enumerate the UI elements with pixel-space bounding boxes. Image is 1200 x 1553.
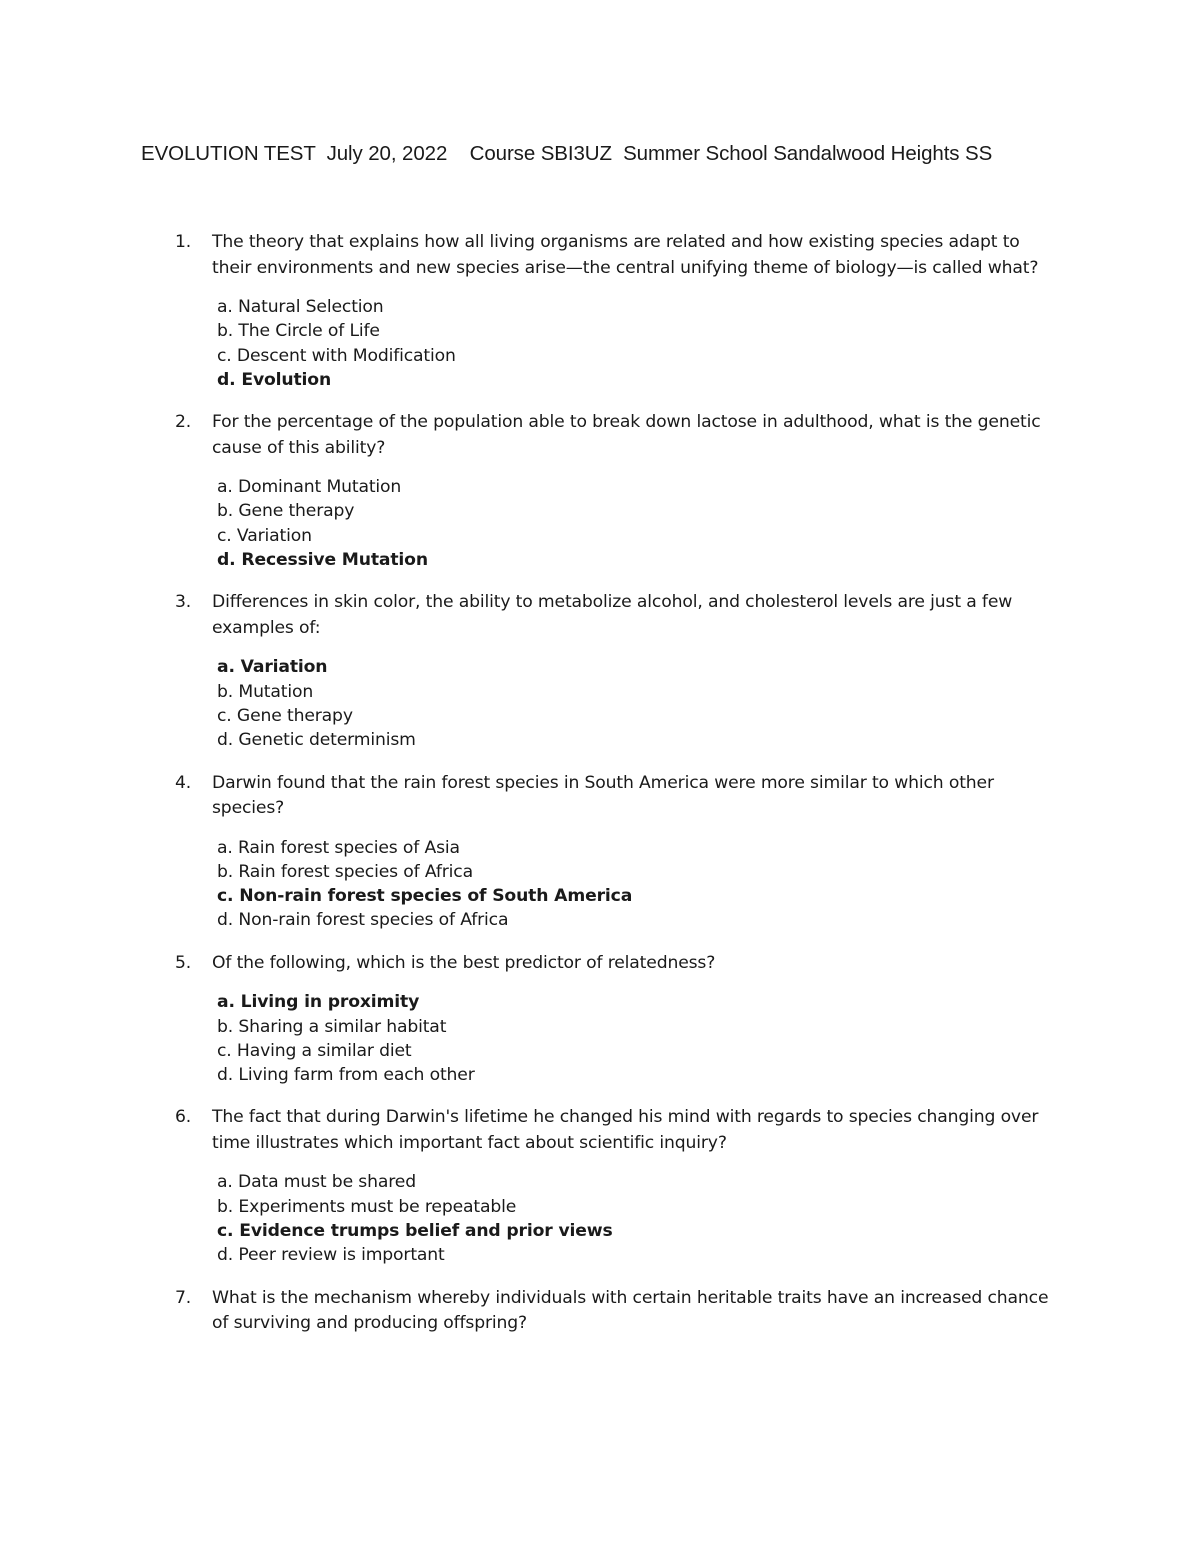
option-a: a. Rain forest species of Asia xyxy=(217,837,460,858)
question-7 xyxy=(175,1286,1075,1337)
question-number: 5. xyxy=(175,952,192,973)
option-b: b. The Circle of Life xyxy=(217,321,380,342)
option-b: b. Mutation xyxy=(217,681,314,702)
question-text: Of the following, which is the best predictor of relatedness? xyxy=(212,952,716,973)
answer-options xyxy=(217,475,1075,572)
question-1 xyxy=(175,230,1075,392)
answer-options xyxy=(217,1170,1075,1267)
question-text: What is the mechanism whereby individuals with certain heritable traits have an increased chance of surviving and producing offspring? xyxy=(212,1287,1049,1334)
option-d: d. Peer review is important xyxy=(217,1245,445,1266)
question-number: 6. xyxy=(175,1107,192,1128)
question-6 xyxy=(175,1105,1075,1267)
option-c-answer: c. Non-rain forest species of South America xyxy=(217,886,633,907)
option-a-answer: a. Living in proximity xyxy=(217,992,420,1013)
question-number: 7. xyxy=(175,1287,192,1308)
question-number: 3. xyxy=(175,592,192,613)
option-a: a. Data must be shared xyxy=(217,1172,416,1193)
question-text: Differences in skin color, the ability to metabolize alcohol, and cholesterol levels are just a few examples of: xyxy=(212,592,1013,638)
option-c-answer: c. Evidence trumps belief and prior views xyxy=(217,1221,613,1242)
option-b: b. Experiments must be repeatable xyxy=(217,1196,517,1217)
option-c: c. Having a similar diet xyxy=(217,1040,412,1061)
option-c: c. Gene therapy xyxy=(217,705,353,726)
question-4 xyxy=(175,771,1075,933)
answer-options xyxy=(217,655,1075,752)
question-5 xyxy=(175,951,1075,1088)
question-number: 1. xyxy=(175,232,192,252)
question-text: The theory that explains how all living organisms are related and how existing species adapt to their environments and new species arise—the central unifying theme of biology—is called what? xyxy=(212,232,1039,278)
question-text: The fact that during Darwin's lifetime he changed his mind with regards to species changing over time illustrates which important fact about scientific inquiry? xyxy=(212,1107,1039,1153)
question-2 xyxy=(175,410,1075,572)
option-a: a. Dominant Mutation xyxy=(217,477,402,498)
option-d-answer: d. Evolution xyxy=(217,369,332,390)
option-c: c. Variation xyxy=(217,525,312,546)
question-number: 4. xyxy=(175,772,192,793)
question-number: 2. xyxy=(175,412,192,433)
question-list xyxy=(175,230,1075,1355)
option-b: b. Sharing a similar habitat xyxy=(217,1016,447,1037)
answer-options xyxy=(217,990,1075,1087)
option-b: b. Rain forest species of Africa xyxy=(217,861,473,882)
option-d: d. Living farm from each other xyxy=(217,1065,475,1086)
question-text: For the percentage of the population able to break down lactose in adulthood, what is the genetic cause of this ability? xyxy=(212,412,1041,458)
option-a: a. Natural Selection xyxy=(217,297,384,317)
option-d: d. Non-rain forest species of Africa xyxy=(217,910,509,931)
option-a-answer: a. Variation xyxy=(217,657,328,678)
question-text: Darwin found that the rain forest species in South America were more similar to which other species? xyxy=(212,772,994,819)
answer-options xyxy=(217,295,1075,392)
option-d: d. Genetic determinism xyxy=(217,730,416,751)
option-b: b. Gene therapy xyxy=(217,501,355,522)
option-c: c. Descent with Modification xyxy=(217,345,456,366)
question-3 xyxy=(175,590,1075,752)
answer-options xyxy=(217,836,1075,933)
test-header: EVOLUTION TEST July 20, 2022 Course SBI3UZ Summer School Sandalwood Heights SS xyxy=(141,142,993,165)
option-d-answer: d. Recessive Mutation xyxy=(217,550,428,571)
